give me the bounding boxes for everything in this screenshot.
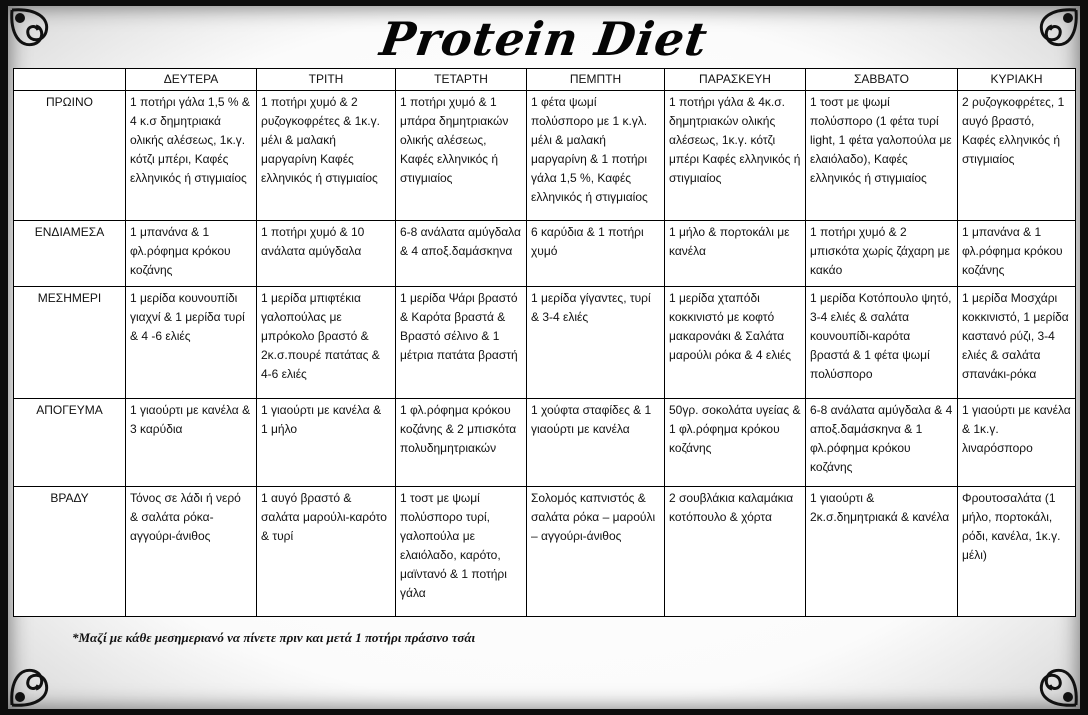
meal-label: ΜΕΣΗΜΕΡΙ [14,287,126,399]
table-row [14,399,1076,487]
corner-ornament-icon [6,639,78,711]
meal-cell: 1 χούφτα σταφίδες & 1 γιαούρτι με κανέλα [527,399,665,487]
day-header: ΔΕΥΤΕΡΑ [126,69,257,91]
meal-label: ΕΝΔΙΑΜΕΣΑ [14,221,126,287]
day-header: ΤΕΤΑΡΤΗ [396,69,527,91]
meal-cell: 1 γιαούρτι με κανέλα & 3 καρύδια [126,399,257,487]
meal-cell: 1 φέτα ψωμί πολύσπορο με 1 κ.γλ. μέλι & μαλακή μαργαρίνη & 1 ποτήρι γάλα 1,5 %, Καφές ελληνικός ή στιγμιαίος [527,91,665,221]
meal-cell: Τόνος σε λάδι ή νερό & σαλάτα ρόκα-αγγούρι-άνιθος [126,487,257,617]
diet-table [13,68,1076,617]
meal-cell: 1 ποτήρι χυμό & 2 μπισκότα χωρίς ζάχαρη με κακάο [806,221,958,287]
meal-cell: 1 γιαούρτι με κανέλα & 1κ.γ. λιναρόσπορο [958,399,1076,487]
meal-cell: 1 μερίδα μπιφτέκια γαλοπούλας με μπρόκολο βραστό & 2κ.σ.πουρέ πατάτας & 4-6 ελιές [257,287,396,399]
meal-cell: 1 ποτήρι χυμό & 1 μπάρα δημητριακών ολικής αλέσεως, Καφές ελληνικός ή στιγμιαίος [396,91,527,221]
table-row [14,487,1076,617]
meal-label: ΠΡΩΙΝΟ [14,91,126,221]
meal-cell: 1 τοστ με ψωμί πολύσπορο (1 φέτα τυρί light, 1 φέτα γαλοπούλα με ελαιόλαδο), Καφές ελληνικός ή στιγμιαίος [806,91,958,221]
meal-cell: 1 ποτήρι γάλα & 4κ.σ. δημητριακών ολικής αλέσεως, 1κ.γ. κότζι μπέρι Καφές ελληνικός ή στιγμιαίος [665,91,806,221]
footnote: *Μαζί με κάθε μεσημεριανό να πίνετε πριν και μετά 1 ποτήρι πράσινο τσάι [72,630,476,645]
meal-cell: 1 γιαούρτι με κανέλα & 1 μήλο [257,399,396,487]
meal-cell: 1 τοστ με ψωμί πολύσπορο τυρί, γαλοπούλα με ελαιόλαδο, καρότο, μαϊντανό & 1 ποτήρι γάλα [396,487,527,617]
meal-cell: Σολομός καπνιστός & σαλάτα ρόκα – μαρούλι – αγγούρι-άνιθος [527,487,665,617]
day-header: ΠΑΡΑΣΚΕΥΗ [665,69,806,91]
meal-cell: 1 φλ.ρόφημα κρόκου κοζάνης & 2 μπισκότα πολυδημητριακών [396,399,527,487]
meal-cell: 6 καρύδια & 1 ποτήρι χυμό [527,221,665,287]
day-header: ΤΡΙΤΗ [257,69,396,91]
meal-cell: 1 αυγό βραστό & σαλάτα μαρούλι-καρότο & τυρί [257,487,396,617]
paper [8,6,1080,709]
meal-cell: 6-8 ανάλατα αμύγδαλα & 4 αποξ.δαμάσκηνα [396,221,527,287]
corner-ornament-icon [1010,639,1082,711]
meal-cell: 1 μερίδα χταπόδι κοκκινιστό με κοφτό μακαρονάκι & Σαλάτα μαρούλι ρόκα & 4 ελιές [665,287,806,399]
corner-cell [14,69,126,91]
meal-cell: 1 μερίδα Ψάρι βραστό & Καρότα βραστά & Βραστό σέλινο & 1 μέτρια πατάτα βραστή [396,287,527,399]
page-title: Protein Diet [376,12,712,66]
meal-cell: 1 μερίδα Κοτόπουλο ψητό, 3-4 ελιές & σαλάτα κουνουπίδι-καρότα βραστά & 1 φέτα ψωμί πολύσπορο [806,287,958,399]
table-row [14,287,1076,399]
meal-label: ΑΠΟΓΕΥΜΑ [14,399,126,487]
meal-cell: 1 ποτήρι χυμό & 10 ανάλατα αμύγδαλα [257,221,396,287]
meal-cell: 1 μερίδα γίγαντες, τυρί & 3-4 ελιές [527,287,665,399]
meal-cell: Φρουτοσαλάτα (1 μήλο, πορτοκάλι, ρόδι, κανέλα, 1κ.γ. μέλι) [958,487,1076,617]
day-header: ΚΥΡΙΑΚΗ [958,69,1076,91]
meal-cell: 1 μπανάνα & 1 φλ.ρόφημα κρόκου κοζάνης [958,221,1076,287]
day-header: ΠΕΜΠΤΗ [527,69,665,91]
meal-cell: 1 ποτήρι χυμό & 2 ρυζογκοφρέτες & 1κ.γ. μέλι & μαλακή μαργαρίνη Καφές ελληνικός ή στιγμιαίος [257,91,396,221]
meal-cell: 1 ποτήρι γάλα 1,5 % & 4 κ.σ δημητριακά ολικής αλέσεως, 1κ.γ. κότζι μπέρι, Καφές ελληνικός ή στιγμιαίος [126,91,257,221]
meal-cell: 50γρ. σοκολάτα υγείας & 1 φλ.ρόφημα κρόκου κοζάνης [665,399,806,487]
table-row [14,91,1076,221]
meal-cell: 2 ρυζογκοφρέτες, 1 αυγό βραστό, Καφές ελληνικός ή στιγμιαίος [958,91,1076,221]
meal-cell: 2 σουβλάκια καλαμάκια κοτόπουλο & χόρτα [665,487,806,617]
meal-cell: 1 μπανάνα & 1 φλ.ρόφημα κρόκου κοζάνης [126,221,257,287]
meal-cell: 6-8 ανάλατα αμύγδαλα & 4 αποξ.δαμάσκηνα & 1 φλ.ρόφημα κρόκου κοζάνης [806,399,958,487]
day-header: ΣΑΒΒΑΤΟ [806,69,958,91]
table-row [14,221,1076,287]
meal-cell: 1 μερίδα Μοσχάρι κοκκινιστό, 1 μερίδα καστανό ρύζι, 3-4 ελιές & σαλάτα σπανάκι-ρόκα [958,287,1076,399]
table-header-row [14,69,1076,91]
meal-label: ΒΡΑΔΥ [14,487,126,617]
meal-cell: 1 μερίδα κουνουπίδι γιαχνί & 1 μερίδα τυρί & 4 -6 ελιές [126,287,257,399]
meal-cell: 1 μήλο & πορτοκάλι με κανέλα [665,221,806,287]
meal-cell: 1 γιαούρτι & 2κ.σ.δημητριακά & κανέλα [806,487,958,617]
